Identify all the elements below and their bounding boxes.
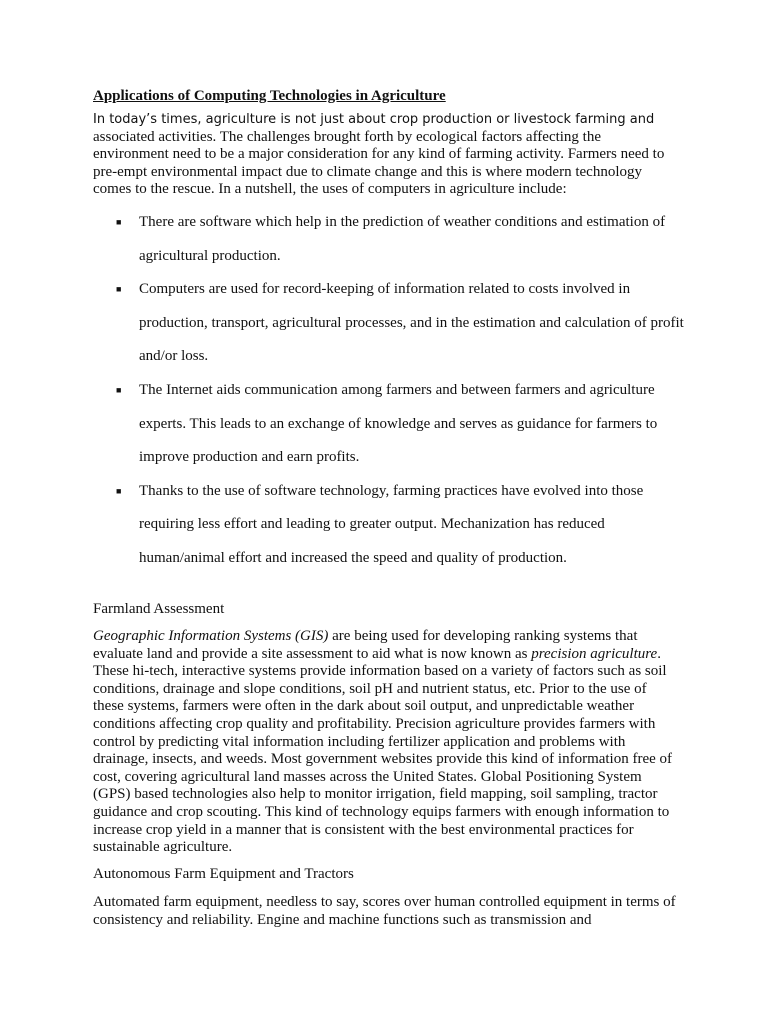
intro-lead: In today’s times, agriculture is not just about crop production or livestock farming and [93,112,655,127]
list-item [93,273,693,374]
autonomous-equipment-heading: Autonomous Farm Equipment and Tractors [93,866,354,882]
list-item-text: Thanks to the use of software technology, farming practices have evolved into those requiring less effort and leading to greater output. Mechanization has reduced human/animal effort and increased the speed and quality of production. [139,482,644,566]
gis-term: Geographic Information Systems (GIS) [93,628,329,644]
farmland-assessment-heading: Farmland Assessment [93,601,225,617]
square-bullet-icon: ■ [116,485,122,496]
precision-agriculture-term: precision agriculture [531,645,658,662]
farmland-text-2: . These hi-tech, interactive systems provide information based on a variety of factors such as soil conditions, drainage and slope conditions, soil pH and nutrient status, etc. Prior to the use of these systems, farmers were often in the dark about soil output, and unpredictable weather conditions affecting crop quality and profitability. Precision agriculture provides farmers with control by predicting vital information including fertilizer application and problems with drainage, insects, and weeds. Most government websites provide this kind of information free of cost, covering agricultural land masses across the United States. Global Positioning System (GPS) based technologies also help to monitor irrigation, field mapping, soil sampling, tractor guidance and crop scouting. This kind of technology equips farmers with enough information to increase crop yield in a manner that is consistent with the best environmental practices for sustainable agriculture. [93,645,673,856]
list-item [93,206,693,273]
square-bullet-icon: ■ [116,217,122,227]
autonomous-paragraph: Automated farm equipment, needless to say, scores over human controlled equipment in terms of consistency and reliability. Engine and machine functions such as transmission and [93,894,676,928]
intro-rest: associated activities. The challenges brought forth by ecological factors affecting the environment need to be a major consideration for any kind of farming activity. Farmers need to pre-empt environmental impact due to climate change and this is where modern technology comes to the rescue. In a nutshell, the uses of computers in agriculture include: [93,128,665,198]
document-title: Applications of Computing Technologies in Agriculture [93,88,446,104]
farmland-paragraph [93,628,678,857]
square-bullet-icon: ■ [116,384,122,395]
list-item-text: Computers are used for record-keeping of information related to costs involved in production, transport, agricultural processes, and in the estimation and calculation of profit and/or loss. [139,281,684,365]
intro-paragraph [93,111,678,199]
square-bullet-icon: ■ [116,284,122,295]
list-item-text: The Internet aids communication among farmers and between farmers and agriculture experts. This leads to an exchange of knowledge and serves as guidance for farmers to improve production and earn profits. [139,381,658,466]
farmland-text-1: are being used for developing ranking systems that evaluate land and provide a site assessment to aid what is now known as [93,628,638,662]
list-item [93,374,693,475]
uses-bullet-list [93,206,693,576]
list-item [93,475,693,576]
list-item-text: There are software which help in the prediction of weather conditions and estimation of agricultural production. [139,214,666,264]
